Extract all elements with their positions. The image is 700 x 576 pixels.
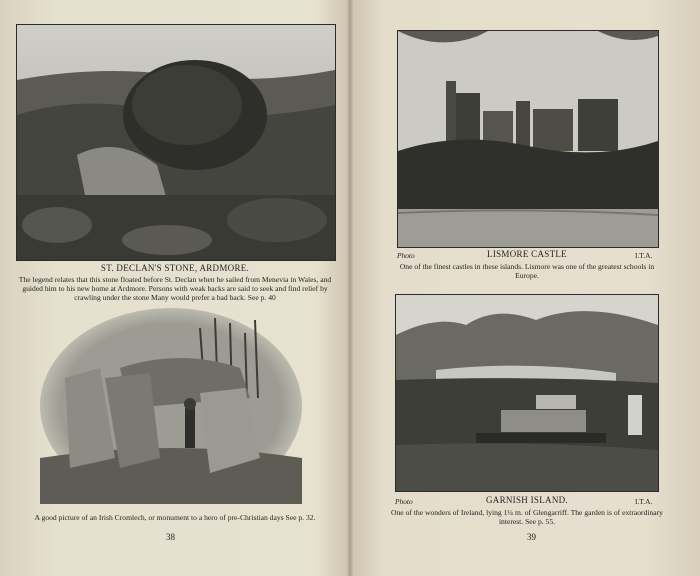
cromlech-caption: A good picture of an Irish Cromlech, or monument to a hero of pre-Christian days See p. 32. <box>34 513 316 522</box>
st-declans-stone-caption: The legend relates that this stone floated before St. Declan when he sailed from Menevia in Wales, and guided him to his new home at Ardmore. Persons with weak backs are said to seek and find relief by crawling under the stone Many would prefer a bad back. See p. 40 <box>18 275 332 302</box>
garnish-ita-credit: I.T.A. <box>635 497 653 506</box>
st-declans-stone-photo <box>16 24 336 261</box>
left-page <box>0 0 349 576</box>
lismore-castle-photo <box>397 30 659 248</box>
cromlech-photo <box>40 308 302 504</box>
page-number-right: 39 <box>527 532 536 542</box>
lismore-ita-credit: I.T.A. <box>635 251 653 260</box>
right-page <box>351 0 700 576</box>
castle-illustration <box>398 31 658 247</box>
lismore-castle-title: LISMORE CASTLE <box>487 249 567 259</box>
garnish-island-title: GARNISH ISLAND. <box>485 495 568 505</box>
stone-illustration <box>17 25 335 260</box>
garnish-island-photo <box>395 294 659 492</box>
st-declans-stone-title: ST. DECLAN'S STONE, ARDMORE. <box>100 263 250 273</box>
garnish-photo-credit: Photo <box>395 497 413 506</box>
lismore-photo-credit: Photo <box>397 251 415 260</box>
cromlech-illustration <box>40 308 302 504</box>
page-number-left: 38 <box>166 532 175 542</box>
garnish-island-illustration <box>396 295 658 491</box>
lismore-castle-caption: One of the finest castles in these islands. Lismore was one of the greatest schools in Europe. <box>399 262 655 280</box>
garnish-island-caption: One of the wonders of Ireland, lying 1¼ m. of Glengarriff. The garden is of extraordinary interest. See p. 55. <box>391 508 663 526</box>
